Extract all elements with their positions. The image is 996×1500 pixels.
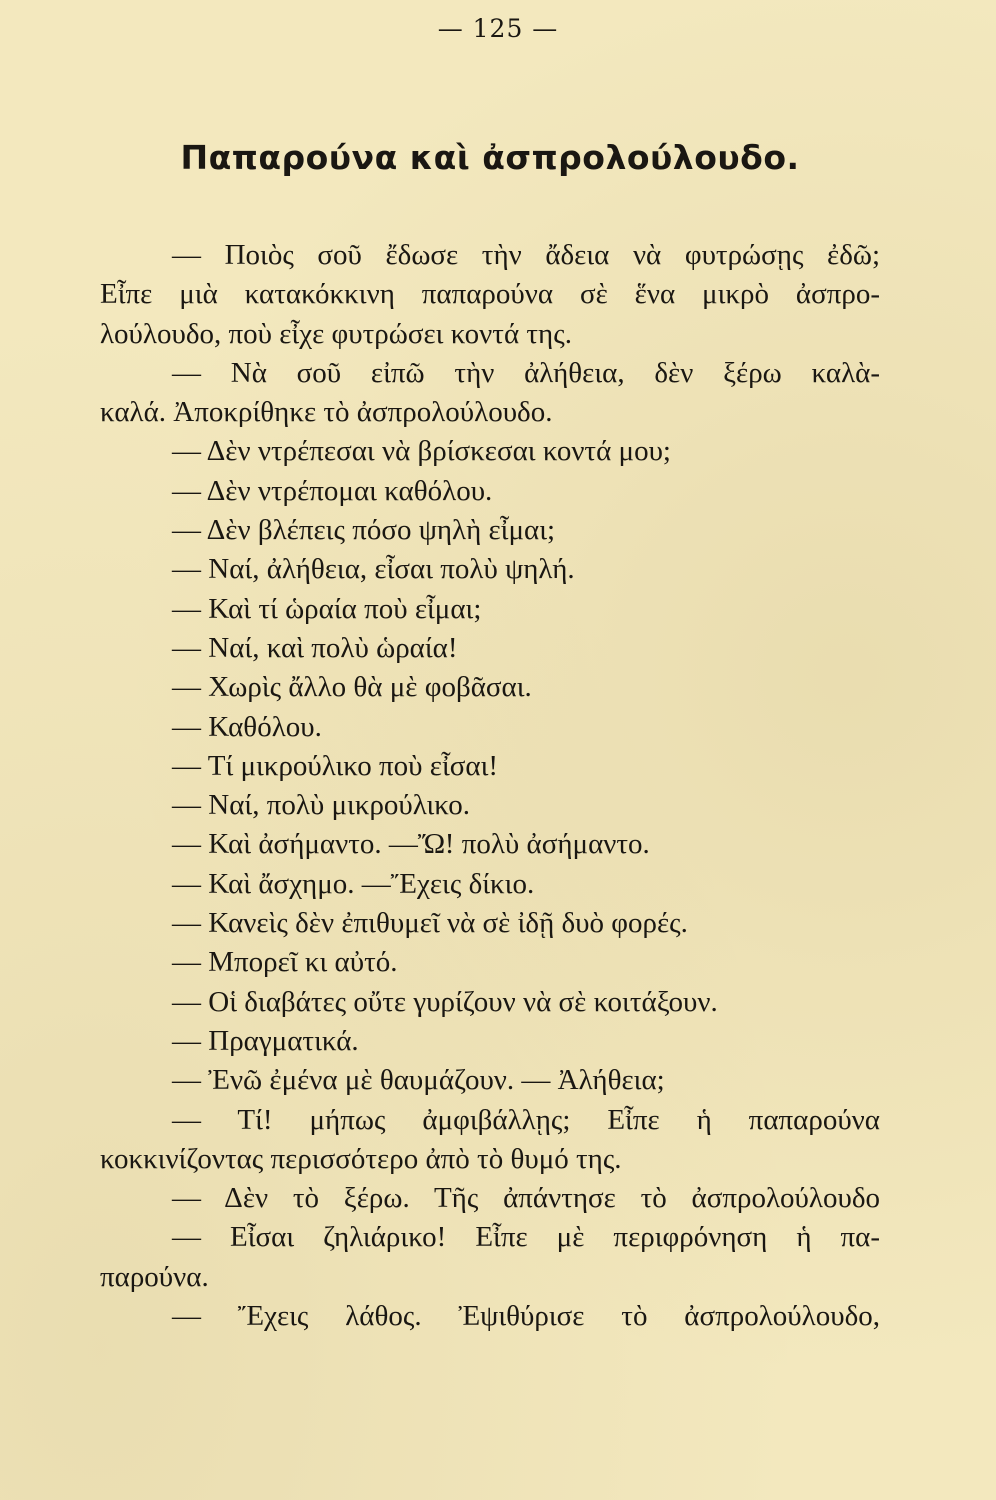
- text-line: — Ναί, πολὺ μικρούλικο.: [172, 789, 471, 822]
- text-line: — Ἔχεις λάθος. Ἐψιθύρισε τὸ ἀσπρολούλουδο,: [172, 1300, 880, 1333]
- text-line: — Πραγματικά.: [172, 1024, 359, 1057]
- text-line: — Ἐνῶ ἐμένα μὲ θαυμάζουν. — Ἀλήθεια;: [172, 1064, 665, 1097]
- text-line: — Ναί, ἀλήθεια, εἶσαι πολὺ ψηλή.: [172, 553, 575, 586]
- text-line: — Δὲν τὸ ξέρω. Τῆς ἀπάντησε τὸ ἀσπρολούλουδο: [172, 1182, 880, 1215]
- page-number: — 125 —: [437, 14, 559, 43]
- text-line: — Μπορεῖ κι αὐτό.: [172, 946, 398, 979]
- text-line: — Καθόλου.: [172, 710, 322, 743]
- text-line: — Καὶ ἄσχημο. —Ἔχεις δίκιο.: [172, 867, 535, 900]
- story-title: Παπαρούνα καὶ ἀσπρολούλουδο.: [180, 138, 800, 177]
- text-line: — Δὲν βλέπεις πόσο ψηλὴ εἶμαι;: [172, 514, 556, 547]
- text-line: — Ναί, καὶ πολὺ ὡραία!: [172, 631, 458, 664]
- text-line: — Ποιὸς σοῦ ἔδωσε τὴν ἄδεια νὰ φυτρώσῃς ἐδῶ;: [172, 239, 880, 271]
- text-line: — Κανεὶς δὲν ἐπιθυμεῖ νὰ σὲ ἰδῇ δυὸ φορές.: [172, 907, 688, 940]
- text-line: λούλουδο, ποὺ εἶχε φυτρώσει κοντά της.: [100, 317, 572, 350]
- text-line: — Δὲν ντρέπομαι καθόλου.: [172, 474, 493, 507]
- text-line: παρούνα.: [100, 1260, 209, 1293]
- text-line: — Δὲν ντρέπεσαι νὰ βρίσκεσαι κοντά μου;: [172, 435, 671, 468]
- text-line: κοκκινίζοντας περισσότερο ἀπὸ τὸ θυμό της.: [100, 1142, 622, 1175]
- text-line: — Εἶσαι ζηλιάρικο! Εἶπε μὲ περιφρόνηση ἡ πα-: [172, 1221, 880, 1254]
- text-line: — Χωρὶς ἄλλο θὰ μὲ φοβᾶσαι.: [172, 671, 532, 704]
- text-line: — Νὰ σοῦ εἰπῶ τὴν ἀλήθεια, δὲν ξέρω καλὰ-: [172, 356, 880, 389]
- text-line: Εἶπε μιὰ κατακόκκινη παπαρούνα σὲ ἕνα μικρὸ ἀσπρο-: [100, 278, 880, 311]
- text-line: — Τί! μήπως ἀμφιβάλλῃς; Εἶπε ἡ παπαρούνα: [172, 1103, 880, 1136]
- text-line: — Οἱ διαβάτες οὔτε γυρίζουν νὰ σὲ κοιτάξουν.: [172, 985, 718, 1018]
- text-line: καλά. Ἀποκρίθηκε τὸ ἀσπρολούλουδο.: [100, 396, 553, 429]
- story-text: [100, 236, 880, 1336]
- text-line: — Καὶ ἀσήμαντο. —Ὤ! πολὺ ἀσήμαντο.: [172, 828, 650, 861]
- text-line: — Καὶ τί ὡραία ποὺ εἶμαι;: [172, 592, 482, 625]
- text-line: — Τί μικρούλικο ποὺ εἶσαι!: [172, 749, 499, 782]
